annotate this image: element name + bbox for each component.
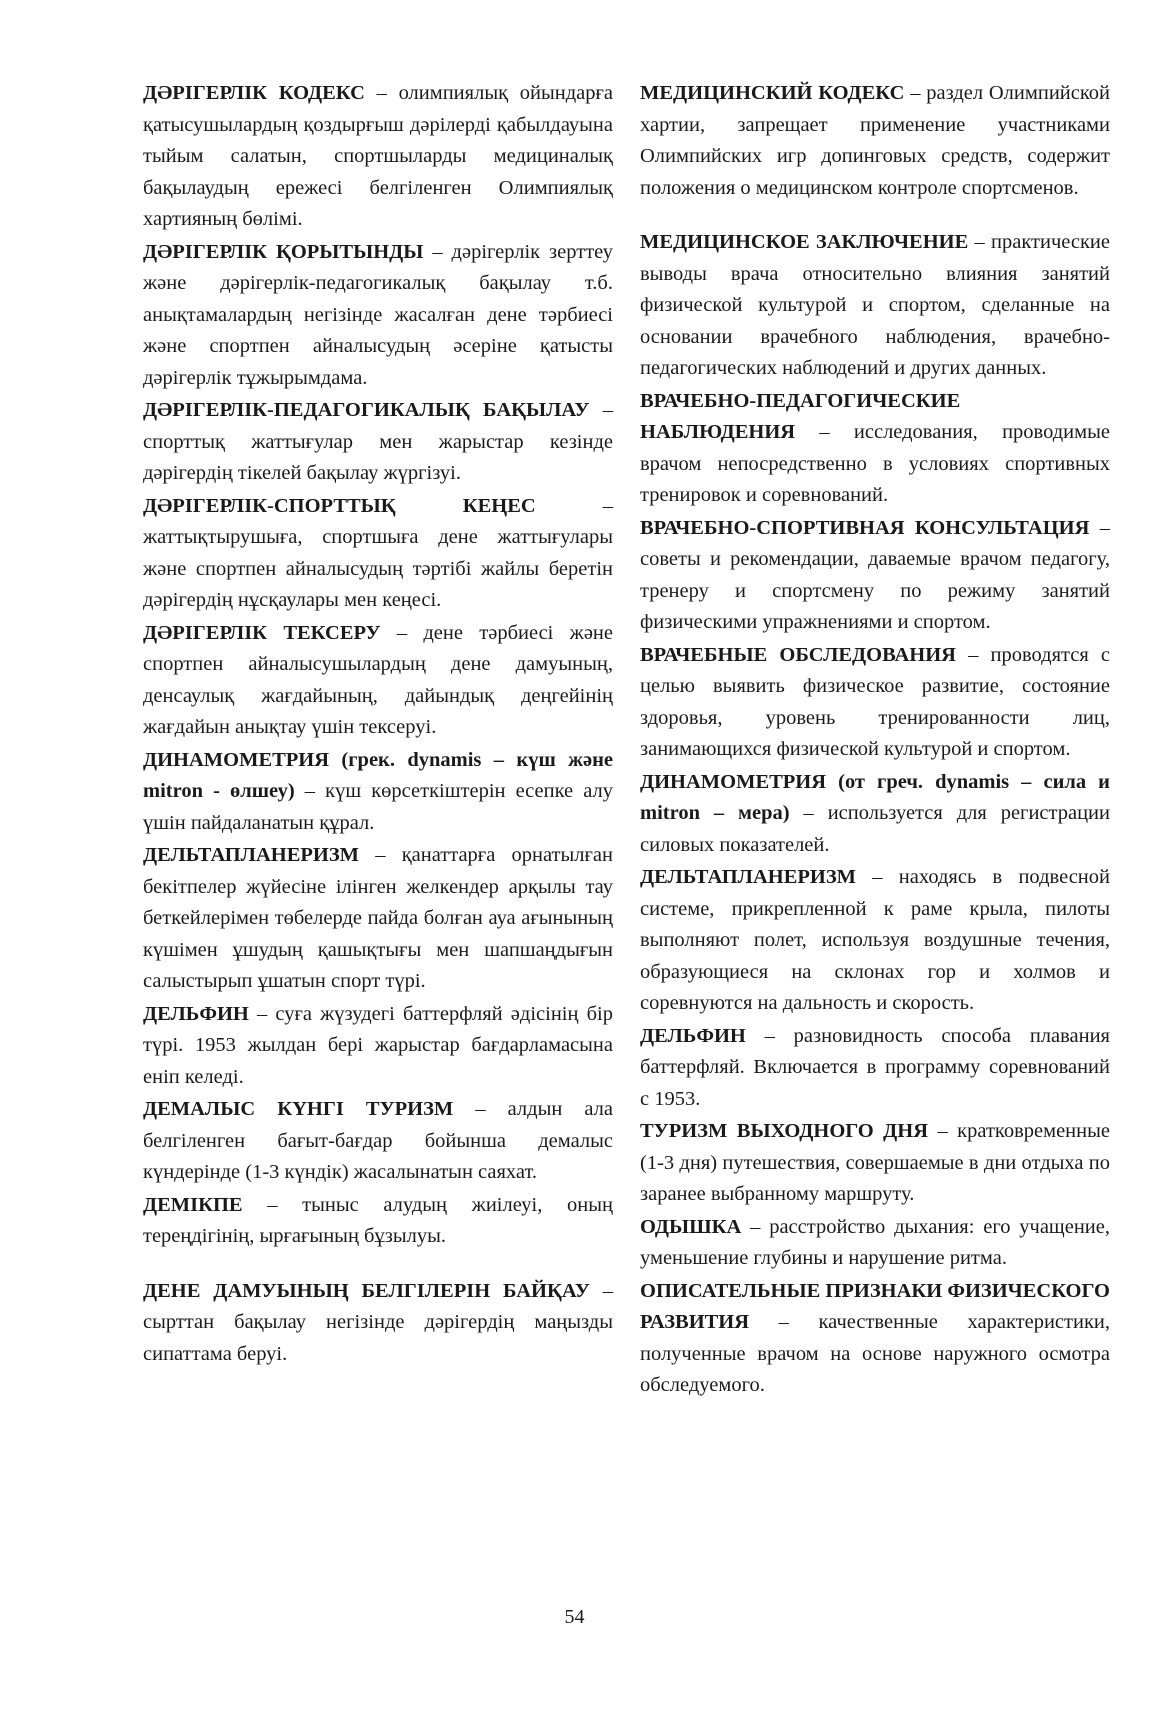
entry-medical-examination-kz bbox=[143, 618, 613, 744]
entry-dolphin-kz bbox=[143, 999, 613, 1094]
entry-physical-development-signs-kz bbox=[143, 1276, 613, 1371]
entry-hang-gliding-kz bbox=[143, 840, 613, 998]
entry-dolphin-ru bbox=[640, 1021, 1110, 1116]
entry-hang-gliding-ru bbox=[640, 862, 1110, 1020]
entry-definition: – сырттан бақылау негізінде дәрігердің маңызды сипаттама беруі. bbox=[143, 1279, 613, 1365]
entry-weekend-tourism-kz bbox=[143, 1094, 613, 1189]
entry-medical-pedagogical-control-kz bbox=[143, 395, 613, 490]
entry-definition: – суға жүзудегі баттерфляй әдісінің бір түрі. 1953 жылдан бері жарыстар бағдарламасына еніп келеді. bbox=[143, 1002, 613, 1088]
entry-medical-pedagogical-observation-ru bbox=[640, 386, 1110, 512]
entry-definition: – тыныс алудың жиілеуі, оның тереңдігінің, ырғағының бұзылуы. bbox=[143, 1193, 613, 1247]
entry-term: ДЕЛЬТАПЛАНЕРИЗМ bbox=[143, 844, 360, 866]
entry-medical-code-ru bbox=[640, 78, 1110, 204]
entry-definition: – исследования, проводимые врачом непосредственно в условиях спортивных тренировок и соревнований. bbox=[640, 421, 1110, 506]
entry-medical-sport-consultation-kz bbox=[143, 491, 613, 617]
entry-definition: – қанаттарға орнатылған бекітпелер жүйесіне ілінген желкендер арқылы тау беткейлерімен төбелерде пайда болған ауа ағынының күшімен ұшудың қашықтығы мен шапшаңдығын салыстырып ұшатын спорт түрі. bbox=[143, 844, 613, 992]
entry-term: ДӘРІГЕРЛІК ТЕКСЕРУ bbox=[143, 621, 381, 644]
right-column-russian bbox=[640, 78, 1110, 1403]
entry-definition: – алдын ала белгіленген бағыт-бағдар бойынша демалыс күндерінде (1-3 күндік) жасалынатын саяхат. bbox=[143, 1098, 613, 1183]
entry-definition: – советы и рекомендации, даваемые врачом педагогу, тренеру и спортсмену по режиму занятий физическими упражнениями и спортом. bbox=[640, 516, 1110, 633]
entry-term: ДИНАМОМЕТРИЯ (от греч. dynamis – сила и mitron – мера) bbox=[640, 770, 1110, 824]
page-number: 54 bbox=[564, 1606, 585, 1628]
entry-definition: – кратковременные (1-3 дня) путешествия, совершаемые в дни отдыха по заранее выбранному маршруту. bbox=[640, 1120, 1110, 1205]
entry-definition: – дәрігерлік зерттеу және дәрігерлік-педагогикалық бақылау т.б. анықтамалардың негізінде жасалған дене тәрбиесі және спортпен айналысудың әсеріне қатысты дәрігерлік тұжырымдама. bbox=[143, 240, 613, 389]
entry-spacer bbox=[143, 1254, 613, 1276]
entry-term: ОПИСАТЕЛЬНЫЕ ПРИЗНАКИ ФИЗИЧЕСКОГО РАЗВИТИЯ bbox=[640, 1279, 1110, 1333]
entry-definition: – находясь в подвесной системе, прикрепленной к раме крыла, пилоты выполняют полет, используя воздушные течения, образующиеся на склонах гор и холмов и соревнуются на дальность и скорость. bbox=[640, 866, 1110, 1014]
entry-dynamometry-kz bbox=[143, 745, 613, 840]
entry-term: ДЕМІКПЕ bbox=[143, 1193, 243, 1216]
entry-term: ВРАЧЕБНЫЕ ОБСЛЕДОВАНИЯ bbox=[640, 643, 956, 666]
entry-dyspnea-kz bbox=[143, 1190, 613, 1253]
entry-term: ДӘРІГЕРЛІК КОДЕКС bbox=[143, 82, 365, 104]
entry-definition: – дене тәрбиесі және спортпен айналысушылардың дене дамуының, денсаулық жағдайының, дайындық деңгейінің жағдайын анықтау үшін тексеруі. bbox=[143, 621, 613, 738]
left-column-kazakh bbox=[143, 78, 613, 1371]
entry-definition: – разновидность способа плавания баттерфляй. Включается в программу соревнований с 1953. bbox=[640, 1024, 1110, 1110]
entry-term: ОДЫШКА bbox=[640, 1215, 742, 1238]
entry-term: ДЕЛЬФИН bbox=[143, 1002, 249, 1025]
entry-term: ВРАЧЕБНО-ПЕДАГОГИЧЕСКИЕ НАБЛЮДЕНИЯ bbox=[640, 389, 961, 443]
entry-term: ДЕМАЛЫС КҮНГІ ТУРИЗМ bbox=[143, 1098, 454, 1120]
entry-term: ТУРИЗМ ВЫХОДНОГО ДНЯ bbox=[640, 1120, 929, 1142]
entry-term: ДӘРІГЕРЛІК-СПОРТТЫҚ КЕҢЕС bbox=[143, 494, 536, 517]
entry-physical-development-signs-ru bbox=[640, 1276, 1110, 1402]
entry-term: ДӘРІГЕРЛІК-ПЕДАГОГИКАЛЫҚ БАҚЫЛАУ bbox=[143, 399, 590, 421]
entry-definition: – жаттықтырушыға, спортшыға дене жаттығулары және спортпен айналысудың тәртібі жайлы беретін дәрігердің нұсқаулары мен кеңесі. bbox=[143, 494, 613, 611]
entry-definition: – күш көрсеткіштерін есепке алу үшін пайдаланатын құрал. bbox=[143, 780, 613, 834]
entry-definition: – олимпиялық ойындарға қатысушылардың қоздырғыш дәрілерді қабылдауына тыйым салатын, спортшыларды медициналық бақылаудың ережесі белгіленген Олимпиялық хартияның бөлімі. bbox=[143, 82, 613, 230]
entry-spacer bbox=[640, 205, 1110, 227]
entry-definition: – практические выводы врача относительно влияния занятий физической культурой и спортом, сделанные на основании врачебного наблюдения, врачебно-педагогических наблюдений и других данных. bbox=[640, 231, 1110, 379]
entry-term: ВРАЧЕБНО-СПОРТИВНАЯ КОНСУЛЬТАЦИЯ bbox=[640, 516, 1090, 539]
entry-dyspnea-ru bbox=[640, 1212, 1110, 1275]
entry-definition: – качественные характеристики, полученные врачом на основе наружного осмотра обследуемого. bbox=[640, 1311, 1110, 1396]
entry-term: ДӘРІГЕРЛІК ҚОРЫТЫНДЫ bbox=[143, 240, 424, 263]
entry-term: ДЕНЕ ДАМУЫНЫҢ БЕЛГІЛЕРІН БАЙҚАУ bbox=[143, 1279, 590, 1302]
entry-definition: – спорттық жаттығулар мен жарыстар кезінде дәрігердің тікелей бақылау жүргізуі. bbox=[143, 399, 613, 484]
entry-definition: – используется для регистрации силовых показателей. bbox=[640, 802, 1110, 856]
entry-weekend-tourism-ru bbox=[640, 1116, 1110, 1211]
entry-medical-conclusion-kz bbox=[143, 237, 613, 395]
entry-medical-sport-consultation-ru bbox=[640, 513, 1110, 639]
entry-definition: – проводятся с целью выявить физическое развитие, состояние здоровья, уровень тренированности лиц, занимающихся физической культурой и спортом. bbox=[640, 643, 1110, 760]
entry-dynamometry-ru bbox=[640, 767, 1110, 862]
entry-term: МЕДИЦИНСКОЕ ЗАКЛЮЧЕНИЕ bbox=[640, 231, 969, 253]
entry-term: ДИНАМОМЕТРИЯ (грек. dynamis – күш және mitron - өлшеу) bbox=[143, 748, 613, 802]
entry-term: МЕДИЦИНСКИЙ КОДЕКС bbox=[640, 82, 905, 104]
entry-definition: – раздел Олимпийской хартии, запрещает применение участниками Олимпийских игр допинговых средств, содержит положения о медицинском контроле спортсменов. bbox=[640, 82, 1111, 199]
entry-medical-examination-ru bbox=[640, 640, 1110, 766]
entry-medical-code-kz bbox=[143, 78, 613, 236]
entry-term: ДЕЛЬФИН bbox=[640, 1024, 746, 1047]
entry-definition: – расстройство дыхания: его учащение, уменьшение глубины и нарушение ритма. bbox=[640, 1215, 1110, 1269]
entry-term: ДЕЛЬТАПЛАНЕРИЗМ bbox=[640, 866, 857, 888]
entry-medical-conclusion-ru bbox=[640, 227, 1110, 385]
